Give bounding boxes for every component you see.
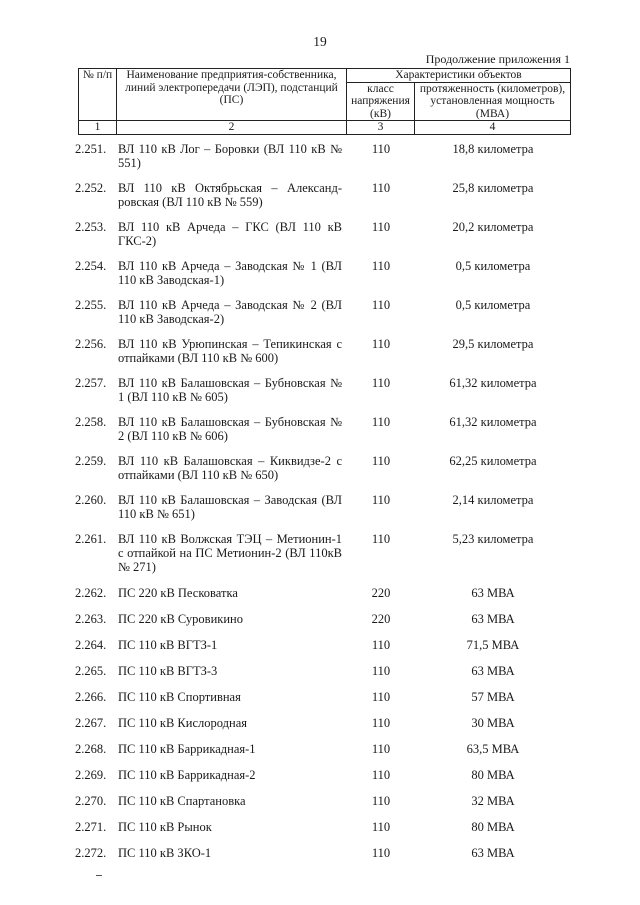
row-characteristic: 62,25 километра: [449, 454, 537, 468]
header-col-2: 2: [117, 121, 347, 135]
row-characteristic: 32 МВА: [471, 794, 515, 808]
row-object-name: ПС 220 кВ Песковатка: [118, 586, 238, 600]
row-characteristic: 20,2 километра: [452, 220, 534, 234]
row-characteristic: 18,8 километра: [452, 142, 534, 156]
row-voltage: 110: [371, 493, 391, 507]
row-voltage: 220: [371, 612, 391, 626]
row-voltage: 220: [371, 586, 391, 600]
row-characteristic: 25,8 километра: [452, 181, 534, 195]
row-number: 2.262.: [75, 586, 107, 600]
row-number: 2.268.: [75, 742, 107, 756]
row-voltage: 110: [371, 298, 391, 312]
row-object-name: ВЛ 110 кВ Арчеда – ГКС (ВЛ 110 кВ ГКС-2): [118, 220, 342, 248]
row-characteristic: 61,32 километра: [449, 376, 537, 390]
row-number: 2.253.: [75, 220, 107, 234]
row-voltage: 110: [371, 220, 391, 234]
continuation-label: Продолжение приложения 1: [425, 52, 570, 66]
row-object-name: ПС 110 кВ Кислородная: [118, 716, 247, 730]
row-object-name: ПС 110 кВ Спартановка: [118, 794, 246, 808]
row-characteristic: 63 МВА: [471, 846, 515, 860]
header-voltage: класс напряжения (кВ): [347, 82, 415, 121]
row-object-name: ВЛ 110 кВ Волжская ТЭЦ – Метионин-1 с отпайкой на ПС Метионин-2 (ВЛ 110кВ № 271): [118, 532, 342, 574]
row-characteristic: 63 МВА: [471, 664, 515, 678]
row-characteristic: 61,32 километра: [449, 415, 537, 429]
row-object-name: ПС 110 кВ Рынок: [118, 820, 212, 834]
row-number: 2.259.: [75, 454, 107, 468]
row-voltage: 110: [371, 742, 391, 756]
row-number: 2.266.: [75, 690, 107, 704]
row-object-name: ПС 110 кВ Баррикадная-1: [118, 742, 256, 756]
row-object-name: ПС 110 кВ ВГТЗ-3: [118, 664, 218, 678]
row-object-name: ВЛ 110 кВ Урюпинская – Тепикинская с отпайками (ВЛ 110 кВ № 600): [118, 337, 342, 365]
row-object-name: ПС 110 кВ ЗКО-1: [118, 846, 212, 860]
row-number: 2.258.: [75, 415, 107, 429]
row-number: 2.257.: [75, 376, 107, 390]
row-characteristic: 0,5 километра: [455, 259, 531, 273]
header-characteristics: Характеристики объектов: [347, 69, 571, 83]
row-characteristic: 63,5 МВА: [466, 742, 520, 756]
row-characteristic: 57 МВА: [471, 690, 515, 704]
row-number: 2.270.: [75, 794, 107, 808]
row-number: 2.252.: [75, 181, 107, 195]
row-voltage: 110: [371, 376, 391, 390]
row-characteristic: 29,5 километра: [452, 337, 534, 351]
scan-mark: [96, 875, 102, 876]
row-voltage: 110: [371, 794, 391, 808]
header-col-1: 1: [79, 121, 117, 135]
row-object-name: ВЛ 110 кВ Балашовская – Бубновская № 2 (ВЛ 110 кВ № 606): [118, 415, 342, 443]
row-characteristic: 5,23 километра: [452, 532, 534, 546]
row-object-name: ВЛ 110 кВ Балашовская – Киквидзе-2 с отпайками (ВЛ 110 кВ № 650): [118, 454, 342, 482]
row-voltage: 110: [371, 415, 391, 429]
row-voltage: 110: [371, 820, 391, 834]
row-voltage: 110: [371, 664, 391, 678]
row-characteristic: 63 МВА: [471, 586, 515, 600]
row-number: 2.269.: [75, 768, 107, 782]
row-object-name: ВЛ 110 кВ Балашовская – Бубновская № 1 (ВЛ 110 кВ № 605): [118, 376, 342, 404]
page-number: 19: [313, 34, 327, 49]
header-name: Наименование предприятия-собственника, линий электропередачи (ЛЭП), подстанций (ПС): [117, 69, 347, 121]
row-characteristic: 63 МВА: [471, 612, 515, 626]
row-number: 2.256.: [75, 337, 107, 351]
row-number: 2.264.: [75, 638, 107, 652]
row-object-name: ВЛ 110 кВ Арчеда – Заводская № 2 (ВЛ 110 кВ Заводская-2): [118, 298, 342, 326]
row-characteristic: 80 МВА: [471, 768, 515, 782]
row-voltage: 110: [371, 259, 391, 273]
row-number: 2.271.: [75, 820, 107, 834]
row-voltage: 110: [371, 768, 391, 782]
row-object-name: ПС 110 кВ Спортивная: [118, 690, 241, 704]
row-voltage: 110: [371, 690, 391, 704]
header-capacity: протяженность (километров), установленная мощность (МВА): [415, 82, 571, 121]
row-number: 2.263.: [75, 612, 107, 626]
row-number: 2.260.: [75, 493, 107, 507]
row-object-name: ПС 110 кВ ВГТЗ-1: [118, 638, 218, 652]
row-voltage: 110: [371, 846, 391, 860]
row-object-name: ВЛ 110 кВ Арчеда – Заводская № 1 (ВЛ 110 кВ Заводская-1): [118, 259, 342, 287]
row-characteristic: 2,14 километра: [452, 493, 534, 507]
row-number: 2.255.: [75, 298, 107, 312]
header-num: № п/п: [79, 69, 117, 121]
header-col-3: 3: [347, 121, 415, 135]
row-characteristic: 71,5 МВА: [466, 638, 520, 652]
row-voltage: 110: [371, 532, 391, 546]
row-characteristic: 80 МВА: [471, 820, 515, 834]
row-voltage: 110: [371, 142, 391, 156]
row-object-name: ВЛ 110 кВ Лог – Боровки (ВЛ 110 кВ № 551): [118, 142, 342, 170]
row-object-name: ВЛ 110 кВ Октябрьская – Александ-ровская (ВЛ 110 кВ № 559): [118, 181, 342, 209]
row-number: 2.254.: [75, 259, 107, 273]
row-voltage: 110: [371, 181, 391, 195]
row-number: 2.272.: [75, 846, 107, 860]
row-voltage: 110: [371, 716, 391, 730]
row-number: 2.251.: [75, 142, 107, 156]
row-voltage: 110: [371, 337, 391, 351]
header-col-4: 4: [415, 121, 571, 135]
row-object-name: ВЛ 110 кВ Балашовская – Заводская (ВЛ 110 кВ № 651): [118, 493, 342, 521]
row-number: 2.261.: [75, 532, 107, 546]
row-object-name: ПС 220 кВ Суровикино: [118, 612, 243, 626]
row-voltage: 110: [371, 638, 391, 652]
row-object-name: ПС 110 кВ Баррикадная-2: [118, 768, 256, 782]
row-characteristic: 30 МВА: [471, 716, 515, 730]
row-number: 2.267.: [75, 716, 107, 730]
row-number: 2.265.: [75, 664, 107, 678]
row-voltage: 110: [371, 454, 391, 468]
row-characteristic: 0,5 километра: [455, 298, 531, 312]
